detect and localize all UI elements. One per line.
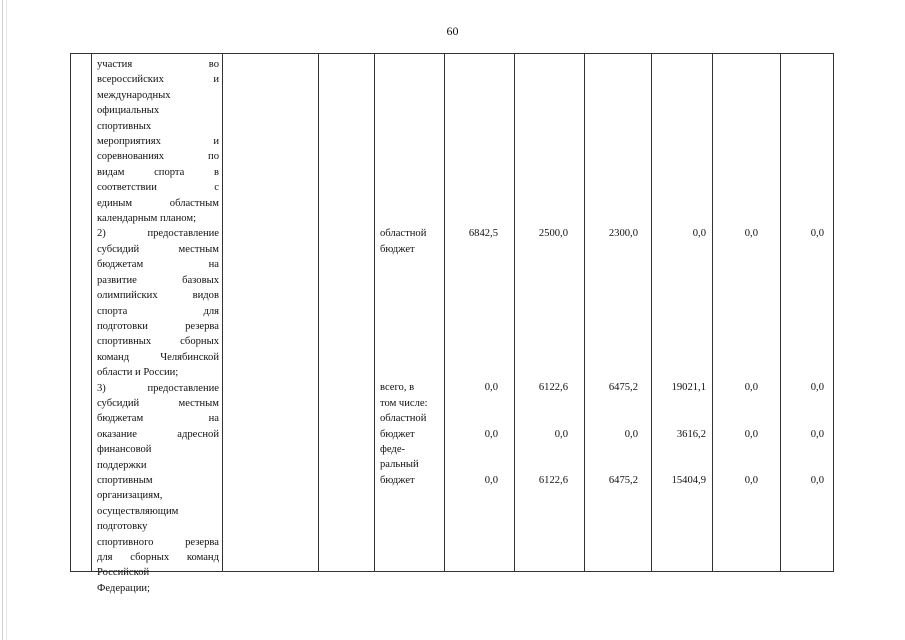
amount-cell: 6475,2 xyxy=(608,474,638,486)
funding-source xyxy=(380,380,442,442)
amount-cell: 19021,1 xyxy=(671,382,706,394)
amount-cell: 6475,2 xyxy=(608,382,638,394)
amount-cell: 6842,5 xyxy=(468,228,498,240)
amount-cell: 0,0 xyxy=(692,228,706,240)
description-line: субсидий местным xyxy=(97,397,219,409)
description-line: спортивных сборных xyxy=(97,336,219,348)
amount-cell: 2500,0 xyxy=(538,228,568,240)
col-divider-10 xyxy=(780,53,781,572)
description-line: бюджетам на xyxy=(97,413,219,425)
description-line: подготовку xyxy=(97,521,148,533)
col-divider-4 xyxy=(374,53,375,572)
funding-source-line: ральный xyxy=(380,459,419,471)
amount-cell: 2300,0 xyxy=(608,228,638,240)
description-line: соответствии с xyxy=(97,182,219,194)
amount-cell: 6122,6 xyxy=(538,382,568,394)
description-line: подготовки резерва xyxy=(97,320,219,332)
funding-source-line: бюджет xyxy=(380,243,415,255)
amount-cell: 0,0 xyxy=(810,428,824,440)
col-divider-8 xyxy=(651,53,652,572)
description-line: международных xyxy=(97,89,171,101)
description-line: мероприятиях и xyxy=(97,136,219,148)
description-line: Российской xyxy=(97,567,150,579)
description-line: осуществляющим xyxy=(97,505,179,517)
col-divider-3 xyxy=(318,53,319,572)
amount-cell: 15404,9 xyxy=(671,474,706,486)
amount-cell: 0,0 xyxy=(554,428,568,440)
col-divider-2 xyxy=(222,53,223,572)
page-number: 60 xyxy=(446,24,459,38)
amount-cell: 0,0 xyxy=(744,428,758,440)
funding-source-line: бюджет xyxy=(380,474,415,486)
description-line: субсидий местным xyxy=(97,243,219,255)
description-line: единым областным xyxy=(97,197,219,209)
amount-cell: 0,0 xyxy=(744,382,758,394)
amount-cell: 0,0 xyxy=(484,382,498,394)
scan-edge-mark xyxy=(2,0,3,640)
funding-source xyxy=(380,442,442,488)
description-line: спортивных xyxy=(97,120,152,132)
description-line: области и России; xyxy=(97,367,179,379)
description-line: участия во xyxy=(97,59,219,70)
amount-cell: 0,0 xyxy=(624,428,638,440)
col-divider-5 xyxy=(444,53,445,572)
amount-cell: 0,0 xyxy=(484,428,498,440)
description-line: финансовой xyxy=(97,444,152,456)
description-line: поддержки xyxy=(97,459,147,471)
event-description-cell xyxy=(97,57,219,596)
description-line: 3) предоставление xyxy=(97,382,219,394)
amount-cell: 0,0 xyxy=(810,474,824,486)
scan-edge-mark-inner xyxy=(6,0,7,640)
amount-cell: 0,0 xyxy=(810,228,824,240)
funding-source-line: областной xyxy=(380,228,427,240)
funding-source-line: областной xyxy=(380,413,427,425)
description-line: всероссийских и xyxy=(97,74,219,86)
amount-cell: 0,0 xyxy=(744,474,758,486)
amount-cell: 6122,6 xyxy=(538,474,568,486)
description-line: видам спорта в xyxy=(97,166,219,178)
description-line: спортивным xyxy=(97,474,153,486)
description-line: развитие базовых xyxy=(97,274,219,286)
description-line: календарным планом; xyxy=(97,213,197,225)
description-line: официальных xyxy=(97,105,160,117)
description-line: соревнованиях по xyxy=(97,151,219,163)
description-line: спортивного резерва xyxy=(97,536,219,548)
col-divider-7 xyxy=(584,53,585,572)
funding-source-line: бюджет xyxy=(380,428,415,440)
description-line: оказание адресной xyxy=(97,428,219,440)
col-divider-9 xyxy=(712,53,713,572)
col-divider-6 xyxy=(514,53,515,572)
funding-source-line: феде- xyxy=(380,444,406,455)
description-line: 2) предоставление xyxy=(97,228,219,240)
description-line: олимпийских видов xyxy=(97,290,219,302)
amount-cell: 0,0 xyxy=(484,474,498,486)
amount-cell: 0,0 xyxy=(810,382,824,394)
description-line: для сборных команд xyxy=(97,552,219,563)
funding-source xyxy=(380,226,442,257)
funding-source-line: всего, в xyxy=(380,382,415,394)
funding-source-line: том числе: xyxy=(380,397,428,409)
description-line: команд Челябинской xyxy=(97,351,219,363)
description-line: Федерации; xyxy=(97,582,150,594)
description-line: бюджетам на xyxy=(97,259,219,271)
description-line: организациям, xyxy=(97,490,163,502)
amount-cell: 0,0 xyxy=(744,228,758,240)
amount-cell: 3616,2 xyxy=(676,428,706,440)
description-line: спорта для xyxy=(97,305,219,317)
col-divider-1 xyxy=(91,53,92,572)
